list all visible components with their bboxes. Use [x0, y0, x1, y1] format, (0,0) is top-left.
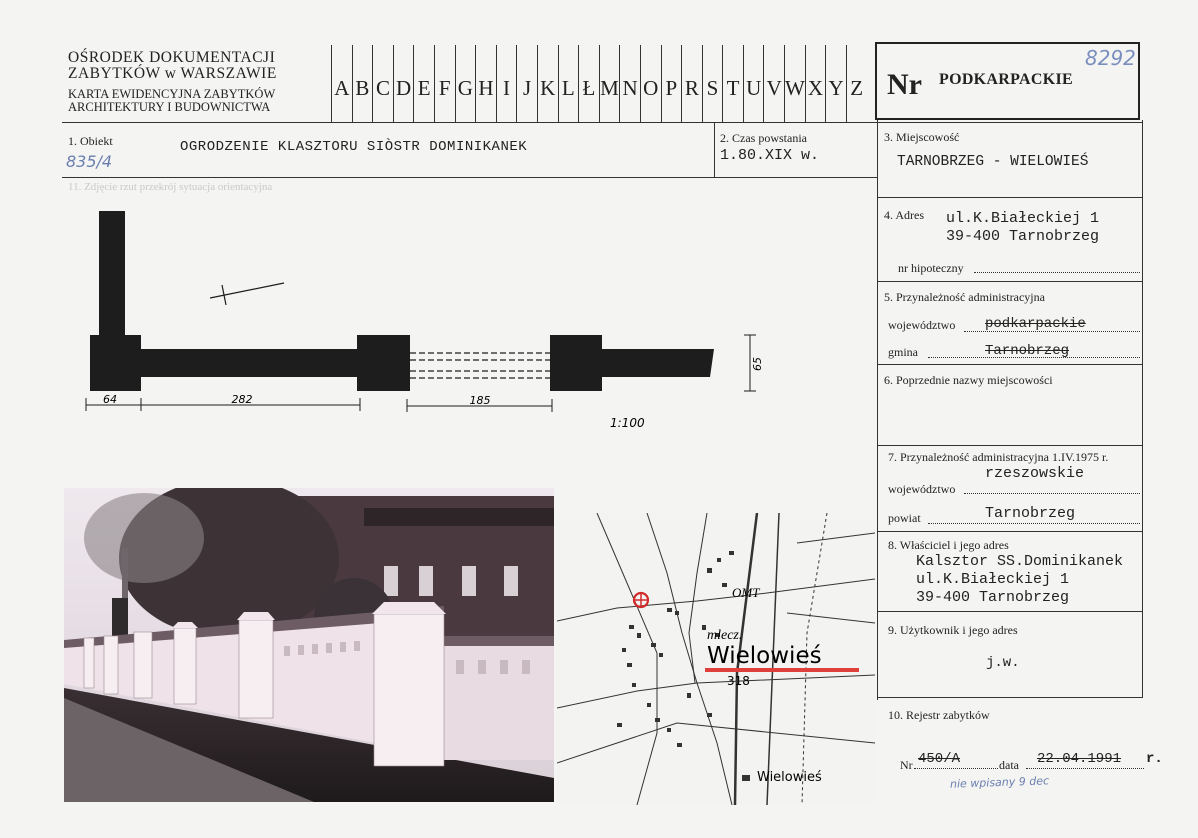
index-letter: B [352, 45, 373, 123]
owner-label: 8. Właściciel i jego adres [888, 538, 1009, 552]
voivodeship-value: podkarpackie [985, 316, 1086, 332]
owner-line-3: 39-400 Tarnobrzeg [916, 589, 1070, 606]
register-nr-value: 450/A [918, 751, 961, 767]
locality-label: 3. Miejscowość [884, 130, 960, 144]
index-letter: J [516, 45, 537, 123]
admin-label: 5. Przynależność administracyjna [884, 290, 1045, 304]
card-title-line-2: ARCHITEKTURY I BUDOWNICTWA [68, 100, 271, 114]
map-omt-label: OMT [732, 585, 760, 600]
county-label: powiat [888, 511, 921, 525]
location-map [557, 513, 875, 805]
owner-line-1: Kalsztor SS.Dominikanek [916, 553, 1124, 570]
map-town-label: Wielowieś [707, 643, 822, 669]
fence-photo [64, 488, 554, 802]
index-letter: F [434, 45, 455, 123]
index-letter: A [331, 45, 352, 123]
commune-value: Tarnobrzeg [985, 343, 1070, 359]
card-title-line-1: KARTA EWIDENCYJNA ZABYTKÓW [68, 87, 276, 101]
nr-box [875, 42, 1140, 120]
alphabet-index [331, 45, 866, 123]
nr-handwritten: 8292 [1085, 46, 1136, 70]
nr-label: Nr [887, 68, 922, 101]
user-label: 9. Użytkownik i jego adres [888, 623, 1018, 637]
register-date-value: 22.04.1991 [1037, 751, 1122, 767]
object-handnote: 835/4 [66, 152, 113, 171]
index-letter: P [661, 45, 682, 123]
date-label: 2. Czas powstania [720, 131, 807, 145]
owner-line-2: ul.K.Białeckiej 1 [916, 571, 1070, 588]
index-letter: S [702, 45, 723, 123]
voivodeship-label: województwo [888, 318, 956, 332]
map-bottom-town-label: Wielowieś [757, 770, 822, 785]
index-letter: Ł [578, 45, 599, 123]
date-value: 1.80.XIX w. [720, 147, 820, 164]
previous-names-label: 6. Poprzednie nazwy miejscowości [884, 373, 1053, 387]
scale-label: 1:100 [610, 416, 645, 430]
register-handnote: nie wpisany 9 dec [949, 774, 1050, 791]
org-name [68, 50, 277, 82]
org-line-2: ZABYTKÓW w WARSZAWIE [68, 65, 277, 82]
voivodeship-1975-value: rzeszowskie [985, 465, 1085, 482]
photo-section-label: 11. Zdjęcie rzut przekrój sytuacja orientacyjna [68, 181, 273, 193]
address-label: 4. Adres [884, 208, 924, 222]
index-letter: Z [846, 45, 867, 123]
user-value: j.w. [986, 655, 1020, 671]
mortgage-label: nr hipoteczny [898, 261, 964, 275]
dimension-label: 64 [103, 393, 117, 406]
index-letter: L [558, 45, 579, 123]
org-line-1: OŚRODEK DOKUMENTACJI [68, 49, 276, 66]
index-letter: I [496, 45, 517, 123]
fence-wall-plan [90, 211, 714, 391]
county-value: Tarnobrzeg [985, 505, 1076, 522]
index-letter: V [763, 45, 784, 123]
index-letter: D [393, 45, 414, 123]
card-title [68, 88, 275, 114]
index-letter: U [743, 45, 764, 123]
address-line-2: 39-400 Tarnobrzeg [946, 228, 1100, 245]
index-letter: W [784, 45, 805, 123]
region-name: PODKARPACKIE [939, 71, 1073, 88]
index-letter: O [640, 45, 661, 123]
address-line-1: ul.K.Białeckiej 1 [946, 210, 1100, 227]
index-letter: R [681, 45, 702, 123]
index-letter: K [537, 45, 558, 123]
register-nr-label: Nr [900, 758, 913, 772]
admin-1975-label: 7. Przynależność administracyjna 1.IV.1975 r. [888, 450, 1109, 464]
fence-plan-drawing [62, 195, 782, 440]
dimension-label: 185 [469, 394, 491, 407]
index-letter: G [455, 45, 476, 123]
index-letter: M [599, 45, 620, 123]
register-label: 10. Rejestr zabytków [888, 708, 990, 722]
index-letter: C [372, 45, 393, 123]
index-letter: T [722, 45, 743, 123]
north-arrow-icon [210, 283, 284, 305]
map-mlecz-label: mlecz. [707, 628, 743, 643]
index-letter: X [805, 45, 826, 123]
index-letter: H [475, 45, 496, 123]
object-name: OGRODZENIE KLASZTORU SIÒSTR DOMINIKANEK [180, 139, 528, 155]
dashed-continuation [410, 353, 550, 378]
commune-label: gmina [888, 345, 918, 359]
locality-value: TARNOBRZEG - WIELOWIEŚ [897, 154, 1089, 170]
index-letter: N [619, 45, 640, 123]
dimension-label: 65 [751, 357, 764, 371]
map-road-number: 318 [727, 674, 750, 688]
object-label: 1. Obiekt [68, 134, 113, 148]
voivodeship-1975-label: województwo [888, 482, 956, 496]
register-date-label: data [999, 758, 1019, 772]
index-letter: E [413, 45, 434, 123]
register-year-suffix: r. [1146, 751, 1163, 767]
dimension-label: 282 [231, 393, 253, 406]
index-letter: Y [825, 45, 846, 123]
